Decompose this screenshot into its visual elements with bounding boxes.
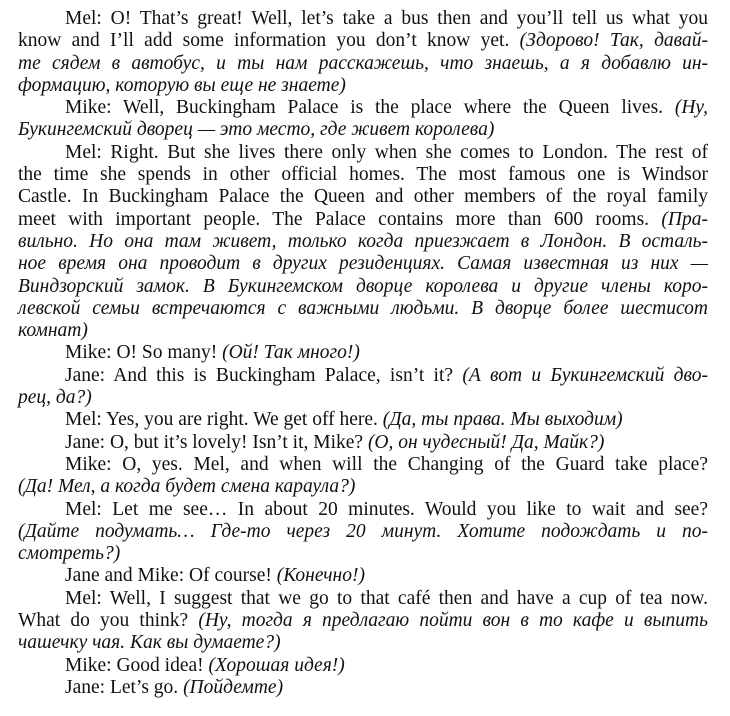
russian-translation: (Ой! Так много!): [222, 342, 360, 364]
text-line: [18, 655, 708, 677]
english-text: What do you think?: [18, 610, 189, 632]
text-line: [18, 565, 708, 587]
english-text: Jane: And this is Buckingham Palace, isn’t it?: [65, 364, 454, 386]
russian-translation: (Пра-: [661, 208, 708, 230]
text-line: [18, 186, 708, 208]
russian-translation: (Ну,: [674, 97, 708, 119]
russian-translation: формацию, которую вы еще не знаете): [18, 74, 346, 96]
russian-translation: (Пойдемте): [183, 676, 284, 698]
text-line: [18, 164, 708, 186]
english-text: Mel: O! That’s great! Well, let’s take a bus then and you’ll tell us what you: [65, 8, 708, 29]
text-line: [18, 432, 708, 454]
english-text: Mike: Good idea!: [65, 654, 204, 676]
text-line: [18, 231, 708, 253]
english-text: know and I’ll add some information you don’t know yet.: [18, 30, 510, 52]
russian-translation: смотреть?): [18, 543, 121, 565]
dialogue-text: [18, 8, 718, 699]
text-line: [18, 209, 708, 231]
text-line: [18, 298, 708, 320]
russian-translation: (О, он чудесный! Да, Майк?): [367, 431, 605, 453]
russian-translation: ное время она проводит в других резиденциях. Самая известная из них —: [18, 253, 708, 275]
text-line: [18, 119, 708, 141]
english-text: Jane: O, but it’s lovely! Isn’t it, Mike?: [65, 431, 364, 453]
english-text: Mel: Yes, you are right. We get off here.: [65, 409, 378, 431]
text-line: [18, 97, 708, 119]
text-line: [18, 75, 708, 97]
english-text: Jane: Let’s go.: [65, 676, 179, 698]
russian-translation: Букингемский дворец — это место, где живет королева): [18, 119, 495, 141]
text-line: [18, 409, 708, 431]
russian-translation: (Ну, тогда я предлагаю пойти вон в то кафе и выпить: [198, 610, 708, 632]
text-line: [18, 276, 708, 298]
russian-translation: чашечку чая. Как вы думаете?): [18, 632, 281, 654]
russian-translation: (А вот и Букингемский дво-: [462, 364, 708, 386]
russian-translation: Виндзорский замок. В Букингемском дворце королева и другие члены коро-: [18, 275, 708, 297]
english-text: Castle. In Buckingham Palace the Queen and other members of the royal family: [18, 186, 708, 208]
english-text: Mike: O, yes. Mel, and when will the Changing of the Guard take place?: [65, 453, 708, 475]
text-line: [18, 543, 708, 565]
text-line: [18, 521, 708, 543]
english-text: the time she spends in other official homes. The most famous one is Windsor: [18, 164, 708, 186]
english-text: Mike: O! So many!: [65, 342, 218, 364]
text-line: [18, 342, 708, 364]
russian-translation: (Да! Мел, а когда будет смена караула?): [18, 476, 356, 498]
text-line: [18, 610, 708, 632]
russian-translation: (Конечно!): [276, 565, 365, 587]
russian-translation: левской семьи встречаются с важными людьми. В дворце более шестисот: [18, 297, 708, 319]
russian-translation: (Дайте подумать… Где-то через 20 минут. Хотите подождать и по-: [18, 520, 708, 542]
text-line: [18, 677, 708, 699]
text-line: [18, 53, 708, 75]
english-text: Jane and Mike: Of course!: [65, 565, 272, 587]
english-text: meet with important people. The Palace contains more than 600 rooms.: [18, 208, 650, 230]
russian-translation: (Здорово! Так, давай-: [519, 30, 709, 52]
text-line: [18, 454, 708, 476]
text-line: [18, 476, 708, 498]
english-text: Mel: Well, I suggest that we go to that café then and have a cup of tea now.: [65, 587, 708, 609]
english-text: Mel: Right. But she lives there only when she comes to London. The rest of: [65, 141, 708, 163]
russian-translation: вильно. Но она там живет, только когда приезжает в Лондон. В осталь-: [18, 230, 708, 252]
russian-translation: (Да, ты права. Мы выходим): [382, 409, 623, 431]
text-line: [18, 8, 708, 30]
text-line: [18, 588, 708, 610]
text-line: [18, 387, 708, 409]
text-line: [18, 632, 708, 654]
russian-translation: комнат): [18, 320, 88, 342]
russian-translation: рец, да?): [18, 387, 92, 409]
text-line: [18, 142, 708, 164]
english-text: Mike: Well, Buckingham Palace is the place where the Queen lives.: [65, 97, 664, 119]
text-line: [18, 499, 708, 521]
text-line: [18, 30, 708, 52]
text-line: [18, 365, 708, 387]
english-text: Mel: Let me see… In about 20 minutes. Would you like to wait and see?: [65, 498, 708, 520]
russian-translation: (Хорошая идея!): [208, 654, 345, 676]
russian-translation: те сядем в автобус, и ты нам расскажешь, что знаешь, а я добавлю ин-: [18, 52, 708, 74]
text-line: [18, 320, 708, 342]
text-line: [18, 253, 708, 275]
